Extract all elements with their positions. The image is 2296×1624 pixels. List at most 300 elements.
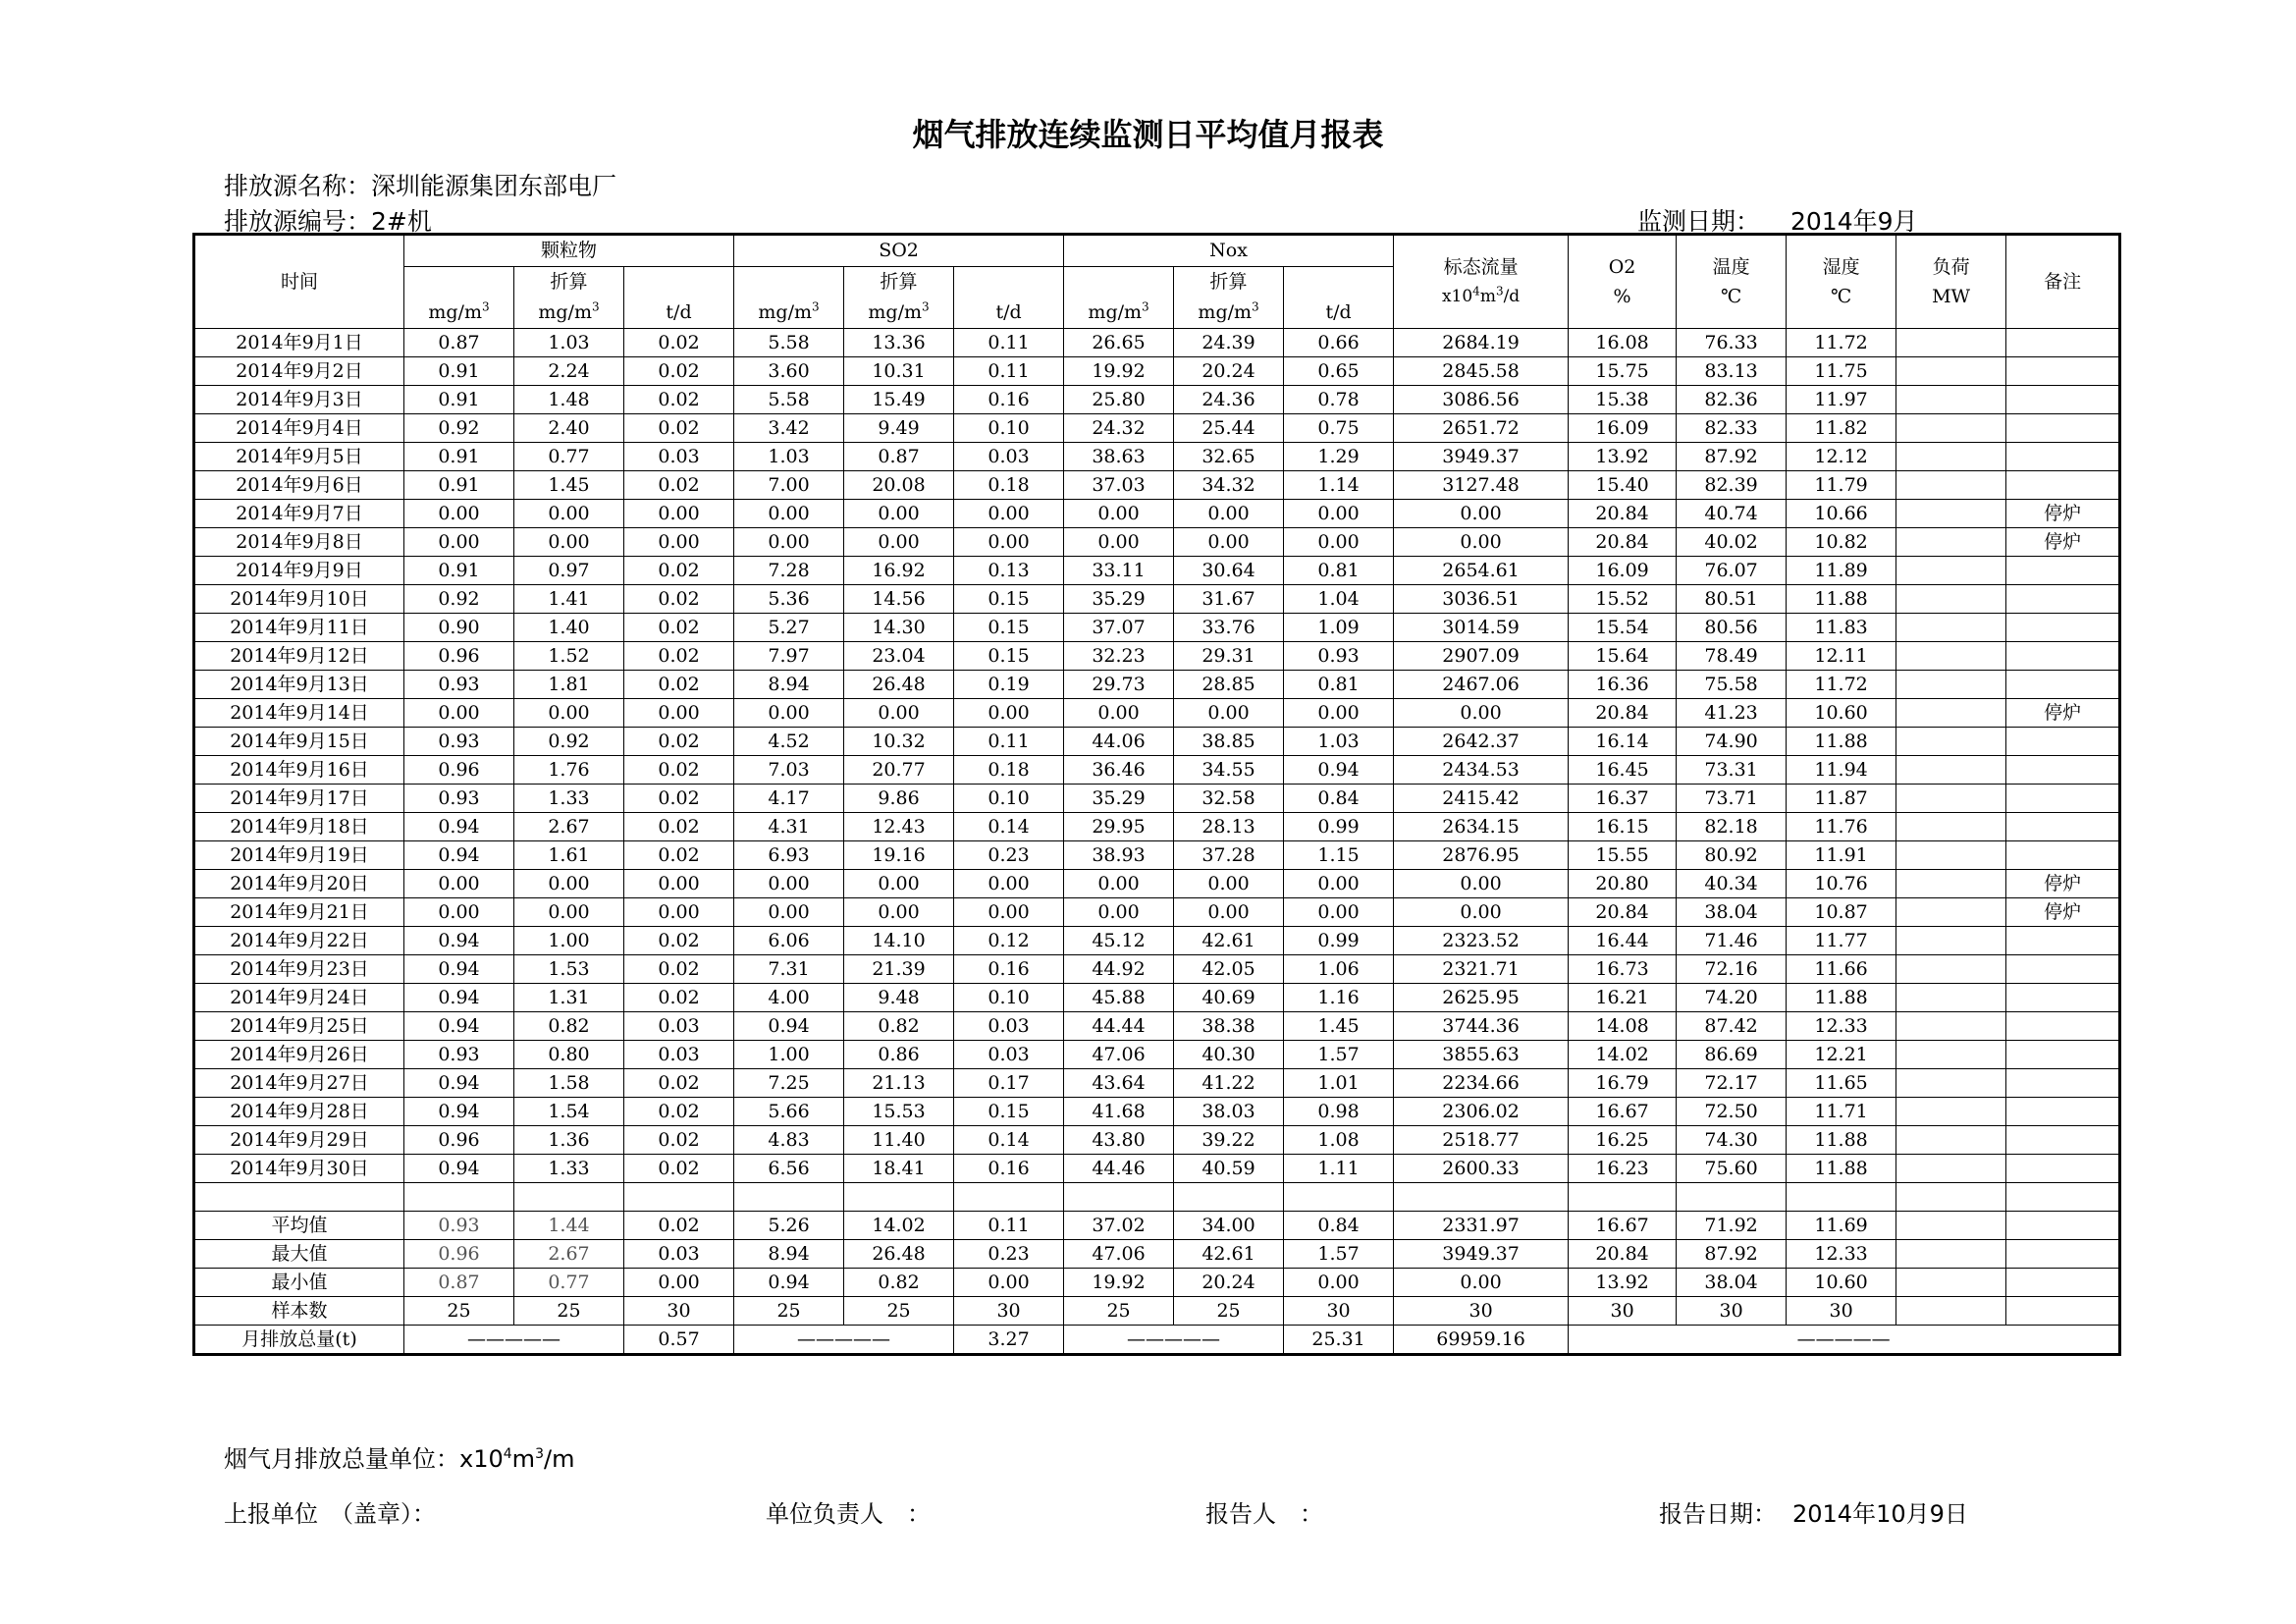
row-cell: 0.02 — [624, 671, 734, 699]
row-cell — [2006, 357, 2120, 386]
row-cell: 2625.95 — [1394, 984, 1569, 1012]
row-cell: 0.98 — [1284, 1098, 1394, 1126]
row-cell: 6.93 — [734, 841, 844, 870]
row-cell: 3.42 — [734, 414, 844, 443]
row-cell: 15.52 — [1569, 585, 1677, 614]
row-cell: 0.00 — [1174, 898, 1284, 927]
row-cell — [1896, 927, 2006, 955]
row-cell: 停炉 — [2006, 898, 2120, 927]
row-cell: 2634.15 — [1394, 813, 1569, 841]
row-cell: 87.42 — [1677, 1012, 1787, 1041]
header-temp-label: 温度 — [1712, 256, 1750, 278]
header-temp — [1677, 235, 1787, 329]
row-cell: 11.88 — [1787, 585, 1896, 614]
row-cell — [2006, 329, 2120, 357]
stat-cell — [2006, 1240, 2120, 1269]
table-row — [194, 870, 2120, 898]
row-cell: 20.77 — [844, 756, 954, 785]
row-cell: 20.84 — [1569, 500, 1677, 528]
header-o2 — [1569, 235, 1677, 329]
stat-cell: 12.33 — [1787, 1240, 1896, 1269]
table-body — [194, 235, 2120, 1355]
row-cell: 44.44 — [1064, 1012, 1174, 1041]
row-cell: 1.08 — [1284, 1126, 1394, 1155]
row-cell — [1896, 756, 2006, 785]
stat-row — [194, 1297, 2120, 1326]
row-cell: 15.64 — [1569, 642, 1677, 671]
stat-cell: 16.67 — [1569, 1212, 1677, 1240]
row-cell: 74.90 — [1677, 728, 1787, 756]
row-cell: 0.00 — [734, 500, 844, 528]
row-cell — [2006, 984, 2120, 1012]
row-cell — [2006, 955, 2120, 984]
row-cell: 1.58 — [514, 1069, 624, 1098]
stat-cell: 20.84 — [1569, 1240, 1677, 1269]
row-cell: 37.28 — [1174, 841, 1284, 870]
row-cell: 16.67 — [1569, 1098, 1677, 1126]
row-cell: 0.02 — [624, 1098, 734, 1126]
row-cell: 0.00 — [1284, 898, 1394, 927]
row-cell: 14.56 — [844, 585, 954, 614]
row-cell: 0.16 — [954, 386, 1064, 414]
row-cell: 14.30 — [844, 614, 954, 642]
row-cell: 0.00 — [1064, 870, 1174, 898]
row-cell: 15.40 — [1569, 471, 1677, 500]
table-row — [194, 471, 2120, 500]
row-cell — [2006, 756, 2120, 785]
row-cell: 5.58 — [734, 386, 844, 414]
row-cell: 20.84 — [1569, 898, 1677, 927]
row-cell: 0.82 — [844, 1012, 954, 1041]
row-date: 2014年9月8日 — [194, 528, 404, 557]
table-row — [194, 671, 2120, 699]
empty-cell — [844, 1183, 954, 1212]
nox-unit: $mg/m^3$ — [1064, 298, 1174, 329]
row-cell: 4.00 — [734, 984, 844, 1012]
stat-cell: 0.84 — [1284, 1212, 1394, 1240]
stat-cell: 0.87 — [404, 1269, 514, 1297]
row-cell: 1.45 — [1284, 1012, 1394, 1041]
row-cell: 0.65 — [1284, 357, 1394, 386]
row-cell: 1.76 — [514, 756, 624, 785]
table-row — [194, 1041, 2120, 1069]
table-row — [194, 528, 2120, 557]
row-cell: 0.00 — [514, 528, 624, 557]
row-cell: 16.14 — [1569, 728, 1677, 756]
row-cell: 15.54 — [1569, 614, 1677, 642]
row-cell — [1896, 1041, 2006, 1069]
row-cell: 停炉 — [2006, 699, 2120, 728]
row-cell: 11.65 — [1787, 1069, 1896, 1098]
stat-cell: 19.92 — [1064, 1269, 1174, 1297]
table-row — [194, 841, 2120, 870]
header-load-label: 负荷 — [1932, 256, 1970, 278]
stat-cell: 25 — [1064, 1297, 1174, 1326]
stat-cell: 5.26 — [734, 1212, 844, 1240]
row-cell: 0.78 — [1284, 386, 1394, 414]
stat-cell: 0.23 — [954, 1240, 1064, 1269]
row-cell: 21.13 — [844, 1069, 954, 1098]
row-cell: 2415.42 — [1394, 785, 1569, 813]
row-cell: 0.02 — [624, 756, 734, 785]
row-cell: 4.83 — [734, 1126, 844, 1155]
row-cell — [2006, 642, 2120, 671]
row-cell: 1.06 — [1284, 955, 1394, 984]
row-cell: 16.44 — [1569, 927, 1677, 955]
row-date: 2014年9月7日 — [194, 500, 404, 528]
row-cell — [1896, 984, 2006, 1012]
table-row — [194, 329, 2120, 357]
row-cell: 11.88 — [1787, 1155, 1896, 1183]
row-cell: 停炉 — [2006, 528, 2120, 557]
row-cell: 24.36 — [1174, 386, 1284, 414]
row-cell: 11.89 — [1787, 557, 1896, 585]
row-cell: 2467.06 — [1394, 671, 1569, 699]
stat-cell: 8.94 — [734, 1240, 844, 1269]
row-cell: 20.80 — [1569, 870, 1677, 898]
row-cell: 7.28 — [734, 557, 844, 585]
row-cell: 14.02 — [1569, 1041, 1677, 1069]
stat-cell: 34.00 — [1174, 1212, 1284, 1240]
row-cell: 12.12 — [1787, 443, 1896, 471]
row-cell: 0.00 — [514, 699, 624, 728]
stat-cell: 30 — [1677, 1297, 1787, 1326]
row-date: 2014年9月16日 — [194, 756, 404, 785]
stat-cell: 14.02 — [844, 1212, 954, 1240]
stat-cell: 25 — [734, 1297, 844, 1326]
source-name: 排放源名称：深圳能源集团东部电厂 — [224, 172, 617, 200]
stat-cell: 37.02 — [1064, 1212, 1174, 1240]
row-cell — [1896, 671, 2006, 699]
row-cell: 29.73 — [1064, 671, 1174, 699]
row-cell: 0.99 — [1284, 927, 1394, 955]
row-cell: 13.92 — [1569, 443, 1677, 471]
table-row — [194, 1098, 2120, 1126]
row-cell: 45.88 — [1064, 984, 1174, 1012]
stat-cell: 0.93 — [404, 1212, 514, 1240]
row-cell: 1.81 — [514, 671, 624, 699]
row-cell: 73.31 — [1677, 756, 1787, 785]
row-cell: 32.58 — [1174, 785, 1284, 813]
stat-cell — [2006, 1212, 2120, 1240]
row-cell: 40.74 — [1677, 500, 1787, 528]
row-date: 2014年9月14日 — [194, 699, 404, 728]
row-cell: 7.97 — [734, 642, 844, 671]
table-row — [194, 699, 2120, 728]
stat-cell: 71.92 — [1677, 1212, 1787, 1240]
header-load-unit: MW — [1932, 286, 1971, 307]
row-cell: 42.05 — [1174, 955, 1284, 984]
row-cell: 2234.66 — [1394, 1069, 1569, 1098]
total-pm: 0.57 — [624, 1326, 734, 1355]
stat-cell: 13.92 — [1569, 1269, 1677, 1297]
row-cell: 0.02 — [624, 614, 734, 642]
row-cell — [1896, 1069, 2006, 1098]
stat-label: 最大值 — [194, 1240, 404, 1269]
row-cell: 0.00 — [1174, 500, 1284, 528]
row-cell: 1.15 — [1284, 841, 1394, 870]
row-cell: 0.84 — [1284, 785, 1394, 813]
row-cell: 2684.19 — [1394, 329, 1569, 357]
row-cell — [2006, 557, 2120, 585]
row-cell: 0.00 — [1064, 699, 1174, 728]
row-cell: 0.00 — [404, 528, 514, 557]
row-cell: 44.92 — [1064, 955, 1174, 984]
row-cell: 4.31 — [734, 813, 844, 841]
row-cell: 0.87 — [844, 443, 954, 471]
header-humid — [1787, 235, 1896, 329]
row-cell — [2006, 671, 2120, 699]
stat-cell: 26.48 — [844, 1240, 954, 1269]
table-row — [194, 642, 2120, 671]
row-cell: 0.80 — [514, 1041, 624, 1069]
row-date: 2014年9月15日 — [194, 728, 404, 756]
row-cell — [1896, 557, 2006, 585]
stat-cell: 0.82 — [844, 1269, 954, 1297]
row-cell: 76.07 — [1677, 557, 1787, 585]
empty-cell — [194, 1183, 404, 1212]
header-flow-label: 标态流量 — [1443, 256, 1519, 278]
stat-cell: 2331.97 — [1394, 1212, 1569, 1240]
row-cell: 25.80 — [1064, 386, 1174, 414]
empty-cell — [1787, 1183, 1896, 1212]
empty-cell — [1569, 1183, 1677, 1212]
row-cell: 20.08 — [844, 471, 954, 500]
row-cell: 0.02 — [624, 1155, 734, 1183]
row-cell: 16.08 — [1569, 329, 1677, 357]
row-cell: 3127.48 — [1394, 471, 1569, 500]
row-cell: 0.93 — [404, 1041, 514, 1069]
row-cell — [1896, 1012, 2006, 1041]
pm-conv: 折算 — [514, 267, 624, 298]
row-cell: 0.14 — [954, 813, 1064, 841]
row-date: 2014年9月17日 — [194, 785, 404, 813]
row-cell: 1.48 — [514, 386, 624, 414]
row-cell — [2006, 785, 2120, 813]
pm-unit: $mg/m^3$ — [404, 298, 514, 329]
row-cell: 0.75 — [1284, 414, 1394, 443]
table-row — [194, 898, 2120, 927]
row-cell — [1896, 955, 2006, 984]
row-cell: 0.02 — [624, 1069, 734, 1098]
row-cell: 11.40 — [844, 1126, 954, 1155]
row-cell: 73.71 — [1677, 785, 1787, 813]
table-row — [194, 443, 2120, 471]
reporter: 报告人 ： — [1205, 1500, 1323, 1528]
stat-cell: 30 — [954, 1297, 1064, 1326]
row-cell: 40.59 — [1174, 1155, 1284, 1183]
row-cell: 0.96 — [404, 756, 514, 785]
row-cell: 3855.63 — [1394, 1041, 1569, 1069]
row-cell: 35.29 — [1064, 585, 1174, 614]
report-date-label: 报告日期： — [1659, 1500, 1777, 1528]
row-cell — [2006, 1126, 2120, 1155]
row-date: 2014年9月18日 — [194, 813, 404, 841]
so2-conv: 折算 — [844, 267, 954, 298]
row-cell — [2006, 841, 2120, 870]
stat-cell: 0.94 — [734, 1269, 844, 1297]
row-cell — [1896, 443, 2006, 471]
row-cell: 1.09 — [1284, 614, 1394, 642]
row-cell: 1.53 — [514, 955, 624, 984]
row-cell: 0.02 — [624, 557, 734, 585]
row-cell — [2006, 471, 2120, 500]
row-cell: 0.00 — [954, 699, 1064, 728]
row-cell: 0.92 — [404, 585, 514, 614]
nox-td-unit: t/d — [1284, 298, 1394, 329]
row-cell: 38.04 — [1677, 898, 1787, 927]
row-cell: 35.29 — [1064, 785, 1174, 813]
row-cell: 11.91 — [1787, 841, 1896, 870]
stat-cell: 0.00 — [954, 1269, 1064, 1297]
row-cell: 1.00 — [514, 927, 624, 955]
row-cell: 40.02 — [1677, 528, 1787, 557]
row-cell: 21.39 — [844, 955, 954, 984]
row-cell: 15.49 — [844, 386, 954, 414]
row-cell: 7.25 — [734, 1069, 844, 1098]
empty-cell — [1284, 1183, 1394, 1212]
row-cell: 0.03 — [954, 1012, 1064, 1041]
row-cell: 0.15 — [954, 1098, 1064, 1126]
row-cell: 0.94 — [404, 1155, 514, 1183]
row-cell: 0.00 — [514, 898, 624, 927]
row-cell: 41.22 — [1174, 1069, 1284, 1098]
row-date: 2014年9月30日 — [194, 1155, 404, 1183]
pm-blank — [404, 267, 514, 298]
row-cell: 0.00 — [1284, 500, 1394, 528]
nox-blank2 — [1284, 267, 1394, 298]
row-date: 2014年9月22日 — [194, 927, 404, 955]
row-cell: 37.03 — [1064, 471, 1174, 500]
row-date: 2014年9月25日 — [194, 1012, 404, 1041]
empty-cell — [954, 1183, 1064, 1212]
row-cell: 0.00 — [734, 898, 844, 927]
row-cell: 10.31 — [844, 357, 954, 386]
row-cell: 1.11 — [1284, 1155, 1394, 1183]
row-cell: 7.00 — [734, 471, 844, 500]
row-cell — [1896, 414, 2006, 443]
row-cell — [1896, 841, 2006, 870]
row-cell: 0.02 — [624, 414, 734, 443]
row-cell: 停炉 — [2006, 870, 2120, 898]
row-cell: 0.03 — [954, 1041, 1064, 1069]
row-cell: 82.39 — [1677, 471, 1787, 500]
row-cell: 0.15 — [954, 642, 1064, 671]
total-dash: ————— — [404, 1326, 624, 1355]
row-cell: 0.02 — [624, 984, 734, 1012]
row-cell: 0.00 — [1064, 898, 1174, 927]
row-cell: 0.00 — [1064, 500, 1174, 528]
row-date: 2014年9月3日 — [194, 386, 404, 414]
row-cell: 0.00 — [734, 699, 844, 728]
report-title: 烟气排放连续监测日平均值月报表 — [912, 116, 1384, 153]
row-cell: 0.93 — [404, 671, 514, 699]
separator-row — [194, 1183, 2120, 1212]
header-flow — [1394, 235, 1569, 329]
row-cell: 11.88 — [1787, 728, 1896, 756]
row-cell: 45.12 — [1064, 927, 1174, 955]
row-cell: 1.54 — [514, 1098, 624, 1126]
stat-cell — [2006, 1269, 2120, 1297]
row-cell: 83.13 — [1677, 357, 1787, 386]
row-cell: 20.24 — [1174, 357, 1284, 386]
row-cell: 29.31 — [1174, 642, 1284, 671]
table-row — [194, 557, 2120, 585]
row-cell: 26.48 — [844, 671, 954, 699]
total-so2: 3.27 — [954, 1326, 1064, 1355]
row-cell: 34.32 — [1174, 471, 1284, 500]
row-cell: 0.00 — [624, 500, 734, 528]
row-cell: 38.63 — [1064, 443, 1174, 471]
so2-blank2 — [954, 267, 1064, 298]
row-cell: 19.92 — [1064, 357, 1174, 386]
pm-blank2 — [624, 267, 734, 298]
row-cell: 16.23 — [1569, 1155, 1677, 1183]
row-cell: 14.08 — [1569, 1012, 1677, 1041]
row-cell: 82.33 — [1677, 414, 1787, 443]
row-cell: 0.81 — [1284, 557, 1394, 585]
row-cell: 0.02 — [624, 357, 734, 386]
nox-conv-unit: $mg/m^3$ — [1174, 298, 1284, 329]
row-cell: 16.79 — [1569, 1069, 1677, 1098]
row-cell: 0.16 — [954, 1155, 1064, 1183]
row-cell: 10.66 — [1787, 500, 1896, 528]
stat-cell: 25 — [844, 1297, 954, 1326]
row-cell: 11.97 — [1787, 386, 1896, 414]
row-cell — [1896, 471, 2006, 500]
row-cell — [2006, 1155, 2120, 1183]
row-cell: 0.16 — [954, 955, 1064, 984]
empty-cell — [1394, 1183, 1569, 1212]
empty-cell — [1064, 1183, 1174, 1212]
stat-cell: 0.96 — [404, 1240, 514, 1269]
stat-cell: 30 — [1394, 1297, 1569, 1326]
row-cell: 0.03 — [624, 443, 734, 471]
row-cell — [2006, 386, 2120, 414]
row-cell: 2518.77 — [1394, 1126, 1569, 1155]
row-cell: 32.23 — [1064, 642, 1174, 671]
row-date: 2014年9月1日 — [194, 329, 404, 357]
row-cell: 0.02 — [624, 728, 734, 756]
header-pm: 颗粒物 — [404, 235, 734, 267]
row-cell: 3036.51 — [1394, 585, 1569, 614]
table-row — [194, 1012, 2120, 1041]
row-cell: 9.49 — [844, 414, 954, 443]
row-date: 2014年9月28日 — [194, 1098, 404, 1126]
stat-cell: 87.92 — [1677, 1240, 1787, 1269]
row-cell: 0.17 — [954, 1069, 1064, 1098]
row-cell: 2876.95 — [1394, 841, 1569, 870]
row-cell: 1.41 — [514, 585, 624, 614]
row-date: 2014年9月19日 — [194, 841, 404, 870]
row-cell: 33.76 — [1174, 614, 1284, 642]
row-cell: 12.11 — [1787, 642, 1896, 671]
row-cell: 11.66 — [1787, 955, 1896, 984]
row-cell — [1896, 1126, 2006, 1155]
stat-cell — [1896, 1240, 2006, 1269]
row-cell: 11.79 — [1787, 471, 1896, 500]
so2-unit: $mg/m^3$ — [734, 298, 844, 329]
row-cell: 11.88 — [1787, 984, 1896, 1012]
row-cell — [1896, 1098, 2006, 1126]
empty-cell — [1896, 1183, 2006, 1212]
stat-cell: 25 — [514, 1297, 624, 1326]
row-cell: 0.02 — [624, 813, 734, 841]
table-row — [194, 728, 2120, 756]
row-cell: 0.94 — [404, 813, 514, 841]
row-cell: 1.52 — [514, 642, 624, 671]
row-cell: 37.07 — [1064, 614, 1174, 642]
